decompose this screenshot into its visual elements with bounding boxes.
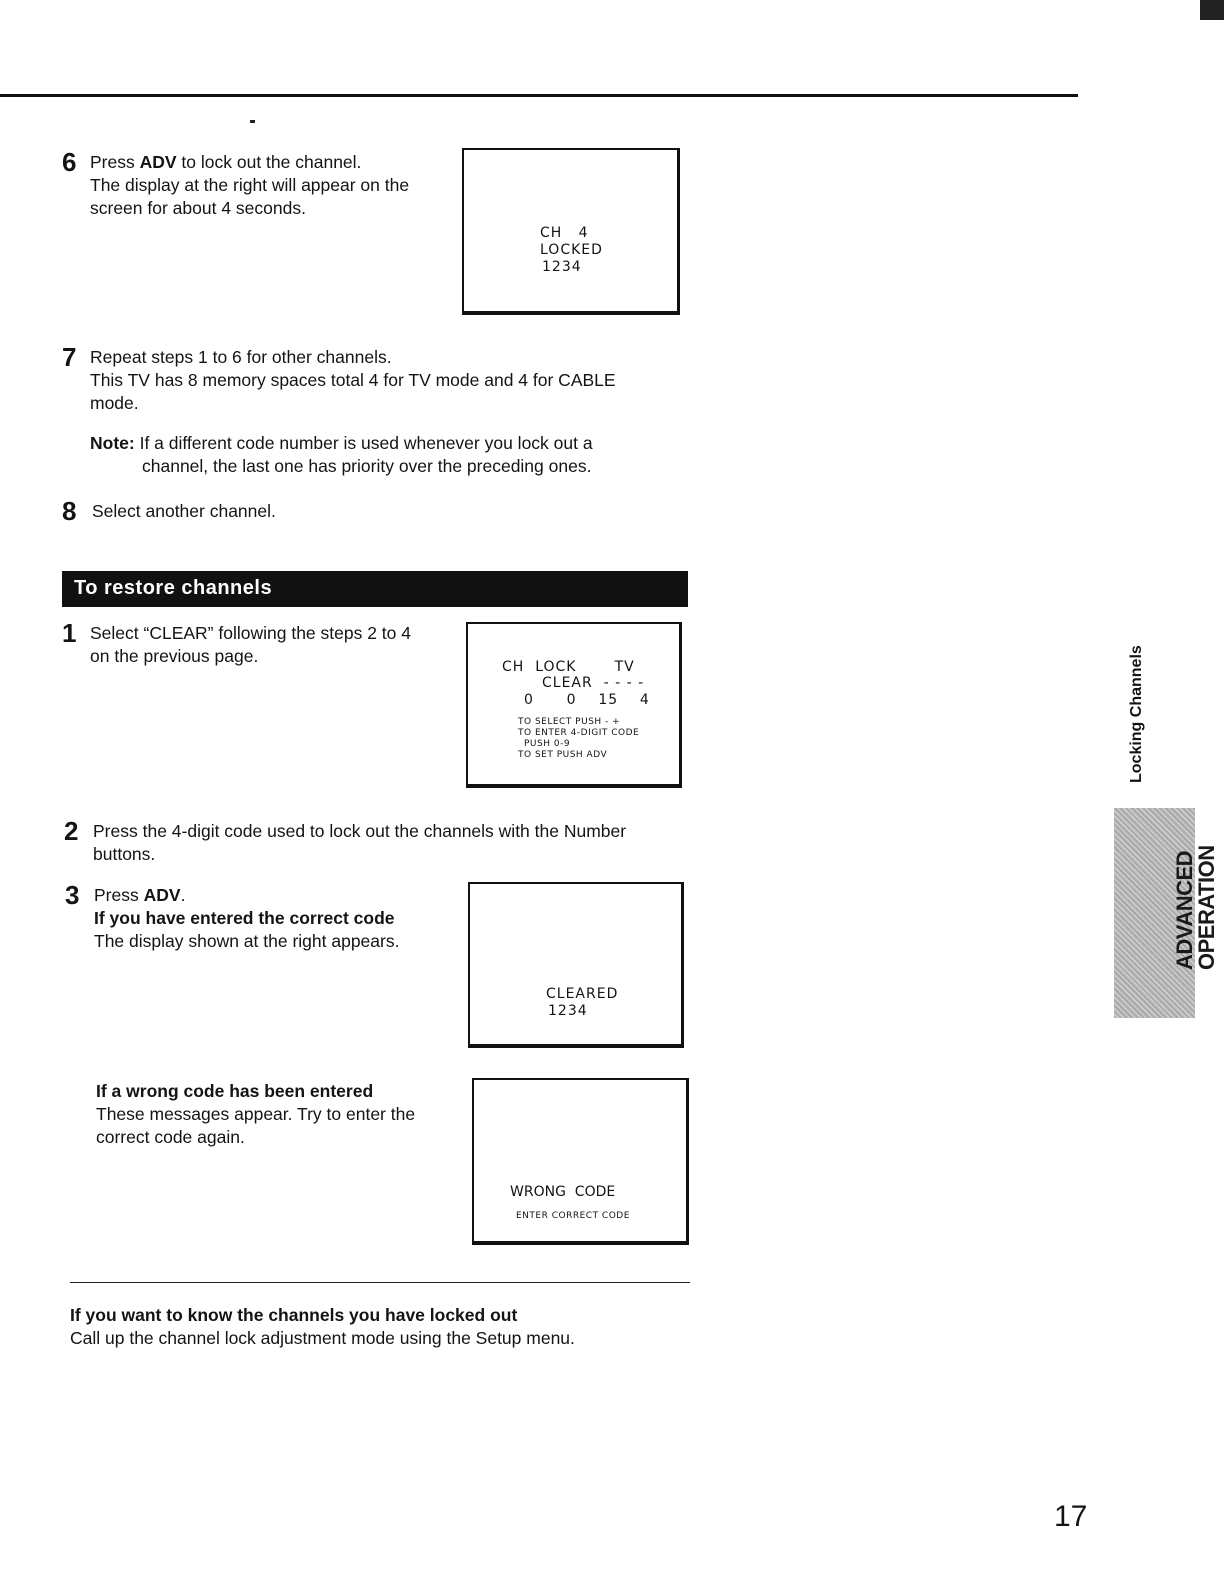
tv-screen-locked — [462, 148, 680, 315]
step-7-text: Repeat steps 1 to 6 for other channels. This TV has 8 memory spaces total 4 for TV mode and 4 for CABLE mode. — [90, 347, 616, 413]
screen-instr-set: TO SET PUSH ADV — [518, 750, 608, 760]
restore-step-3-text: Press ADV. If you have entered the correct code The display shown at the right appears. — [94, 885, 400, 951]
screen-instr-enter: TO ENTER 4-DIGIT CODE — [518, 728, 640, 738]
speck — [250, 120, 255, 123]
restore-step-1-text: Select “CLEAR” following the steps 2 to 4 on the previous page. — [90, 623, 411, 666]
side-section-title: Locking Channels — [1128, 645, 1145, 783]
section-header-bar — [62, 571, 688, 607]
tv-screen-cleared — [468, 882, 684, 1048]
step-7-number: 7 — [62, 342, 77, 372]
screen-instr-push: PUSH 0-9 — [524, 739, 571, 749]
screen-ch-lock: CH LOCK TV — [502, 659, 635, 675]
side-tab-label: ADVANCED OPERATION — [1172, 845, 1219, 970]
restore-step-3-number: 3 — [65, 880, 80, 910]
note: Note: If a different code number is used whenever you lock out a channel, the last one has priority over the preceding ones. — [90, 433, 593, 476]
step-6-text: Press ADV to lock out the channel. The display at the right will appear on the screen for about 4 seconds. — [90, 152, 410, 218]
corner-mark — [1200, 0, 1224, 20]
screen-clear: CLEAR - - - - — [542, 675, 645, 691]
bottom-rule — [70, 1282, 690, 1283]
step-8-number: 8 — [62, 496, 77, 526]
section-title: To restore channels — [74, 577, 273, 599]
page-number: 17 — [1054, 1500, 1088, 1533]
screen-cleared-code: 1234 — [548, 1003, 588, 1019]
restore-step-2-number: 2 — [64, 816, 79, 846]
screen-code: 1234 — [542, 259, 582, 275]
restore-step-2-text: Press the 4-digit code used to lock out the channels with the Number buttons. — [93, 821, 627, 864]
tv-screen-clear — [466, 622, 682, 788]
screen-channel: CH 4 — [540, 225, 589, 241]
screen-values: 0 0 15 4 — [524, 692, 650, 708]
wrong-code-text: If a wrong code has been entered These messages appear. Try to enter the correct code again. — [96, 1081, 416, 1147]
tv-screen-wrong — [472, 1078, 689, 1245]
screen-cleared-label: CLEARED — [546, 986, 619, 1002]
screen-enter-correct: ENTER CORRECT CODE — [516, 1211, 630, 1221]
footer-tip: If you want to know the channels you have locked out Call up the channel lock adjustment mode using the Setup menu. — [70, 1305, 575, 1348]
top-rule — [0, 94, 1078, 97]
screen-instr-select: TO SELECT PUSH - + — [518, 717, 621, 727]
screen-locked-label: LOCKED — [540, 242, 603, 258]
side-tab-advanced-operation — [1114, 808, 1219, 1018]
step-8-text: Select another channel. — [92, 501, 276, 521]
screen-wrong-code: WRONG CODE — [510, 1184, 616, 1200]
restore-step-1-number: 1 — [62, 618, 77, 648]
step-6-number: 6 — [62, 147, 77, 177]
